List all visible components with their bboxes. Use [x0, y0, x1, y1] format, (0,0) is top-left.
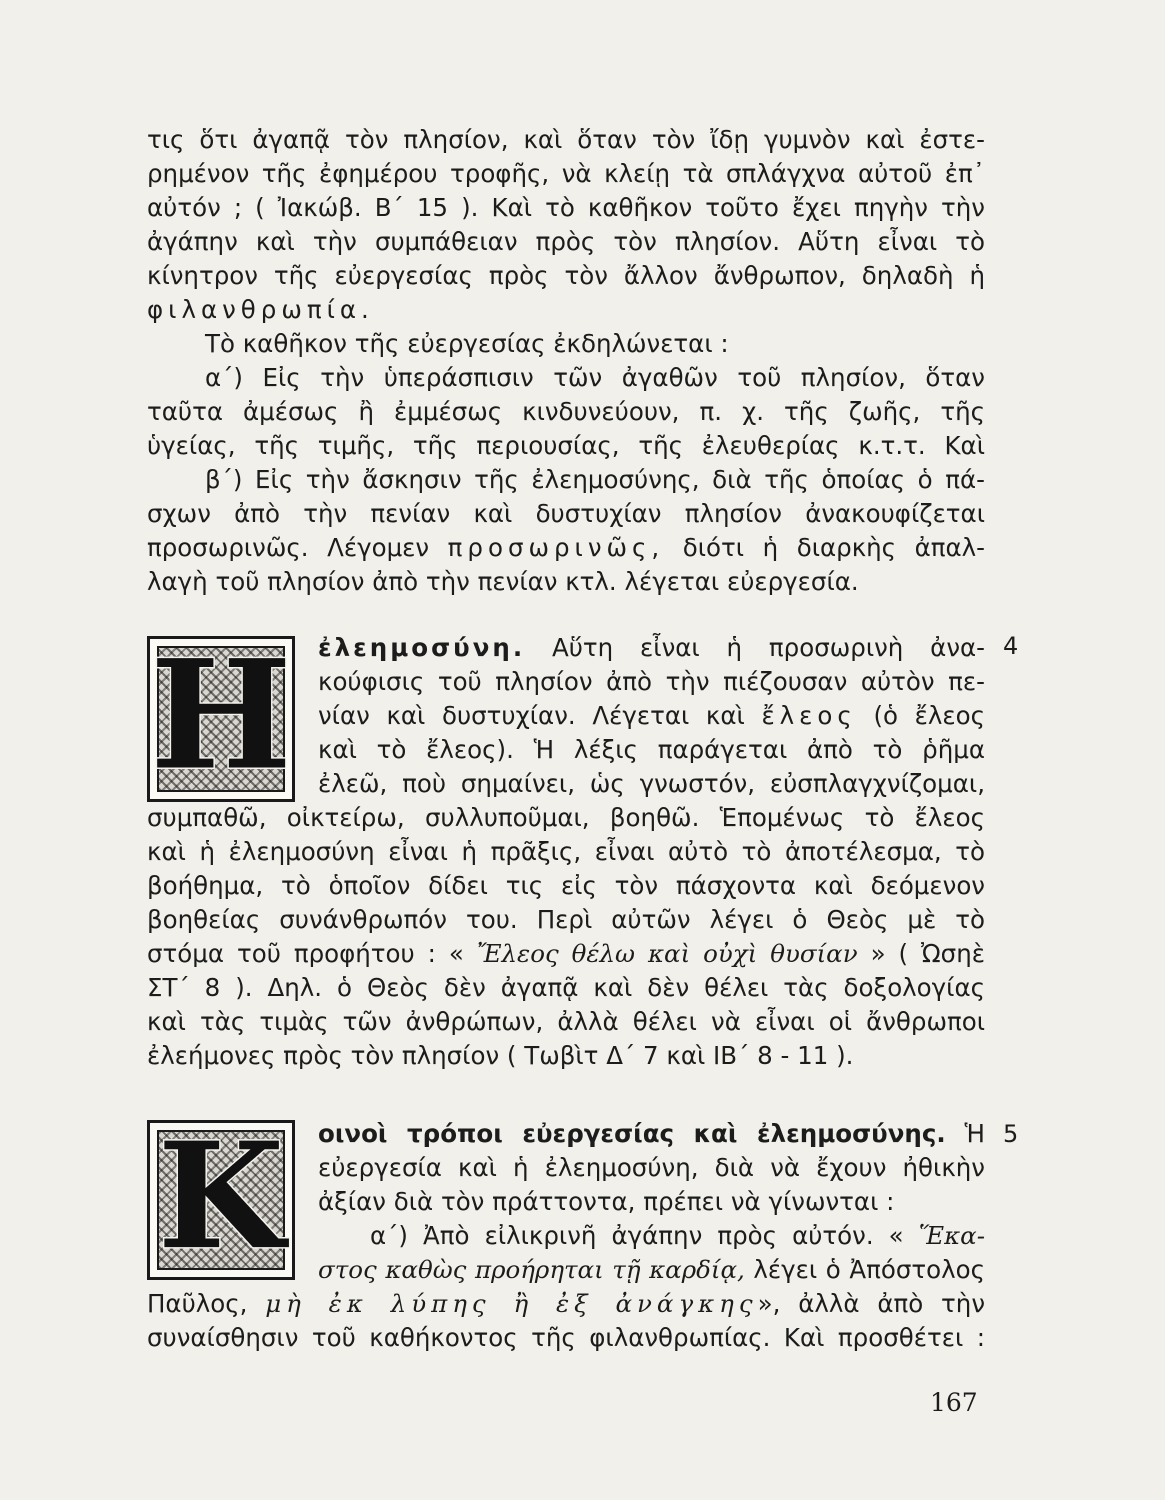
text-segment: Ἡ [945, 1119, 985, 1148]
section-heading: οινοὶ τρόποι εὐεργεσίας καὶ ἐλεημοσύνης. [318, 1119, 946, 1148]
section-heading-line [318, 1119, 985, 1148]
text-line [318, 701, 985, 730]
margin-number-5: 5 [1003, 1120, 1019, 1148]
spaced-word: προσωρινῶς, [447, 533, 665, 562]
text-line: σχων ἀπὸ τὴν πενίαν καὶ δυστυχίαν πλησίον ἀνακουφίζεται [147, 499, 985, 528]
text-line: αὐτόν ; ( Ἰακώβ. Β΄ 15 ). Καὶ τὸ καθῆκον τοῦτο ἔχει πηγὴν τὴν [147, 193, 985, 222]
text-line: α΄) Εἰς τὴν ὑπεράσπισιν τῶν ἀγαθῶν τοῦ πλησίον, ὅταν [205, 363, 985, 392]
initial-letter: Η [150, 627, 292, 804]
text-line: βοήθημα, τὸ ὁποῖον δίδει τις εἰς τὸν πάσχοντα καὶ δεόμενον [147, 871, 985, 900]
text-segment: στόμα τοῦ προφήτου : « [147, 939, 477, 968]
text-line: καὶ τὰς τιμὰς τῶν ἀνθρώπων, ἀλλὰ θέλει νὰ εἶναι οἱ ἄνθρωποι [147, 1007, 985, 1036]
text-segment: (ὁ ἔλεος [856, 701, 985, 730]
text-segment: νίαν καὶ δυστυχίαν. Λέγεται καὶ [318, 701, 762, 730]
initial-letter: Κ [157, 1111, 285, 1283]
text-line: ἐλεῶ, ποὺ σημαίνει, ὡς γνωστόν, εὐσπλαγχνίζομαι, [318, 769, 985, 798]
text-line: βοηθείας συνάνθρωπόν του. Περὶ αὐτῶν λέγει ὁ Θεὸς μὲ τὸ [147, 905, 985, 934]
text-segment: διότι ἡ διαρκὴς ἀπαλ- [664, 533, 985, 562]
text-line [318, 1255, 985, 1284]
quotation: Ἔλεος θέλω καὶ οὐχὶ θυσίαν [476, 939, 858, 968]
text-line: ἐλεήμονες πρὸς τὸν πλησίον ( Τωβὶτ Δ΄ 7 καὶ ΙΒ΄ 8 - 11 ). [147, 1041, 854, 1070]
text-line: κούφισις τοῦ πλησίον ἀπὸ τὴν πιέζουσαν αὐτὸν πε- [318, 667, 985, 696]
duty-intro: Τὸ καθῆκον τῆς εὐεργεσίας ἐκδηλώνεται : [205, 329, 729, 358]
text-line [370, 1221, 985, 1250]
text-line: καὶ ἡ ἐλεημοσύνη εἶναι ἡ πρᾶξις, εἶναι αὐτὸ τὸ ἀποτέλεσμα, τὸ [147, 837, 985, 866]
spaced-word-philanthropia: φιλανθρωπία. [147, 295, 374, 324]
quotation: στος καθὼς προήρηται τῇ καρδίᾳ, [318, 1255, 745, 1284]
section-heading: ἐλεημοσύνη. [318, 633, 526, 662]
page-number: 167 [930, 1388, 978, 1417]
quotation: Ἕκα- [918, 1221, 985, 1250]
text-line: ταῦτα ἀμέσως ἢ ἐμμέσως κινδυνεύουν, π. χ. τῆς ζωῆς, τῆς [147, 397, 985, 426]
text-segment: » ( Ὠσηὲ [857, 939, 985, 968]
text-line: κίνητρον τῆς εὐεργεσίας πρὸς τὸν ἄλλον ἄνθρωπον, δηλαδὴ ἡ [147, 261, 985, 290]
text-line: β΄) Εἰς τὴν ἄσκησιν τῆς ἐλεημοσύνης, διὰ τῆς ὁποίας ὁ πά- [205, 465, 985, 494]
text-line: λαγὴ τοῦ πλησίον ἀπὸ τὴν πενίαν κτλ. λέγεται εὐεργεσία. [147, 567, 859, 596]
margin-number-4: 4 [1003, 632, 1019, 660]
text-line: συναίσθησιν τοῦ καθήκοντος τῆς φιλανθρωπίας. Καὶ προσθέτει : [147, 1323, 985, 1352]
text-line [147, 939, 985, 968]
text-line: συμπαθῶ, οἰκτείρω, συλλυποῦμαι, βοηθῶ. Ἑπομένως τὸ ἔλεος [147, 803, 985, 832]
text-segment: λέγει ὁ Ἀπόστολος [744, 1255, 985, 1284]
text-line: εὐεργεσία καὶ ἡ ἐλεημοσύνη, διὰ νὰ ἔχουν ἠθικὴν [318, 1153, 985, 1182]
text-line: ὑγείας, τῆς τιμῆς, τῆς περιουσίας, τῆς ἐλευθερίας κ.τ.τ. Καὶ [147, 431, 985, 460]
section-heading-line [318, 633, 985, 662]
text-line: ΣΤ΄ 8 ). Δηλ. ὁ Θεὸς δὲν ἀγαπᾷ καὶ δὲν θέλει τὰς δοξολογίας [147, 973, 985, 1002]
spaced-quotation: μὴ ἐκ λύπης ἢ ἐξ ἀνάγκης [265, 1289, 758, 1318]
text-line [147, 533, 985, 562]
text-line: ρημένον τῆς ἐφημέρου τροφῆς, νὰ κλείῃ τὰ σπλάγχνα αὐτοῦ ἐπ᾽ [147, 159, 985, 188]
decorative-initial-kappa [147, 1111, 295, 1283]
text-line: ἀξίαν διὰ τὸν πράττοντα, πρέπει νὰ γίνωνται : [318, 1187, 895, 1216]
text-line: καὶ τὸ ἔλεος). Ἡ λέξις παράγεται ἀπὸ τὸ ῥῆμα [318, 735, 985, 764]
text-segment: προσωρινῶς. Λέγομεν [147, 533, 448, 562]
text-line [147, 1289, 986, 1318]
text-line: τις ὅτι ἀγαπᾷ τὸν πλησίον, καὶ ὅταν τὸν ἴδῃ γυμνὸν καὶ ἐστε- [147, 125, 985, 154]
decorative-initial-eta [147, 627, 295, 804]
spaced-word: ἔλεος [761, 701, 857, 730]
text-segment: Αὕτη εἶναι ἡ προσωρινὴ ἀνα- [525, 633, 985, 662]
text-line: ἀγάπην καὶ τὴν συμπάθειαν πρὸς τὸν πλησίον. Αὕτη εἶναι τὸ [147, 227, 985, 256]
text-segment: », ἀλλὰ ἀπὸ τὴν [757, 1289, 986, 1318]
text-segment: α΄) Ἀπὸ εἰλικρινῆ ἀγάπην πρὸς αὐτόν. « [370, 1221, 919, 1250]
text-segment: Παῦλος, [147, 1289, 266, 1318]
